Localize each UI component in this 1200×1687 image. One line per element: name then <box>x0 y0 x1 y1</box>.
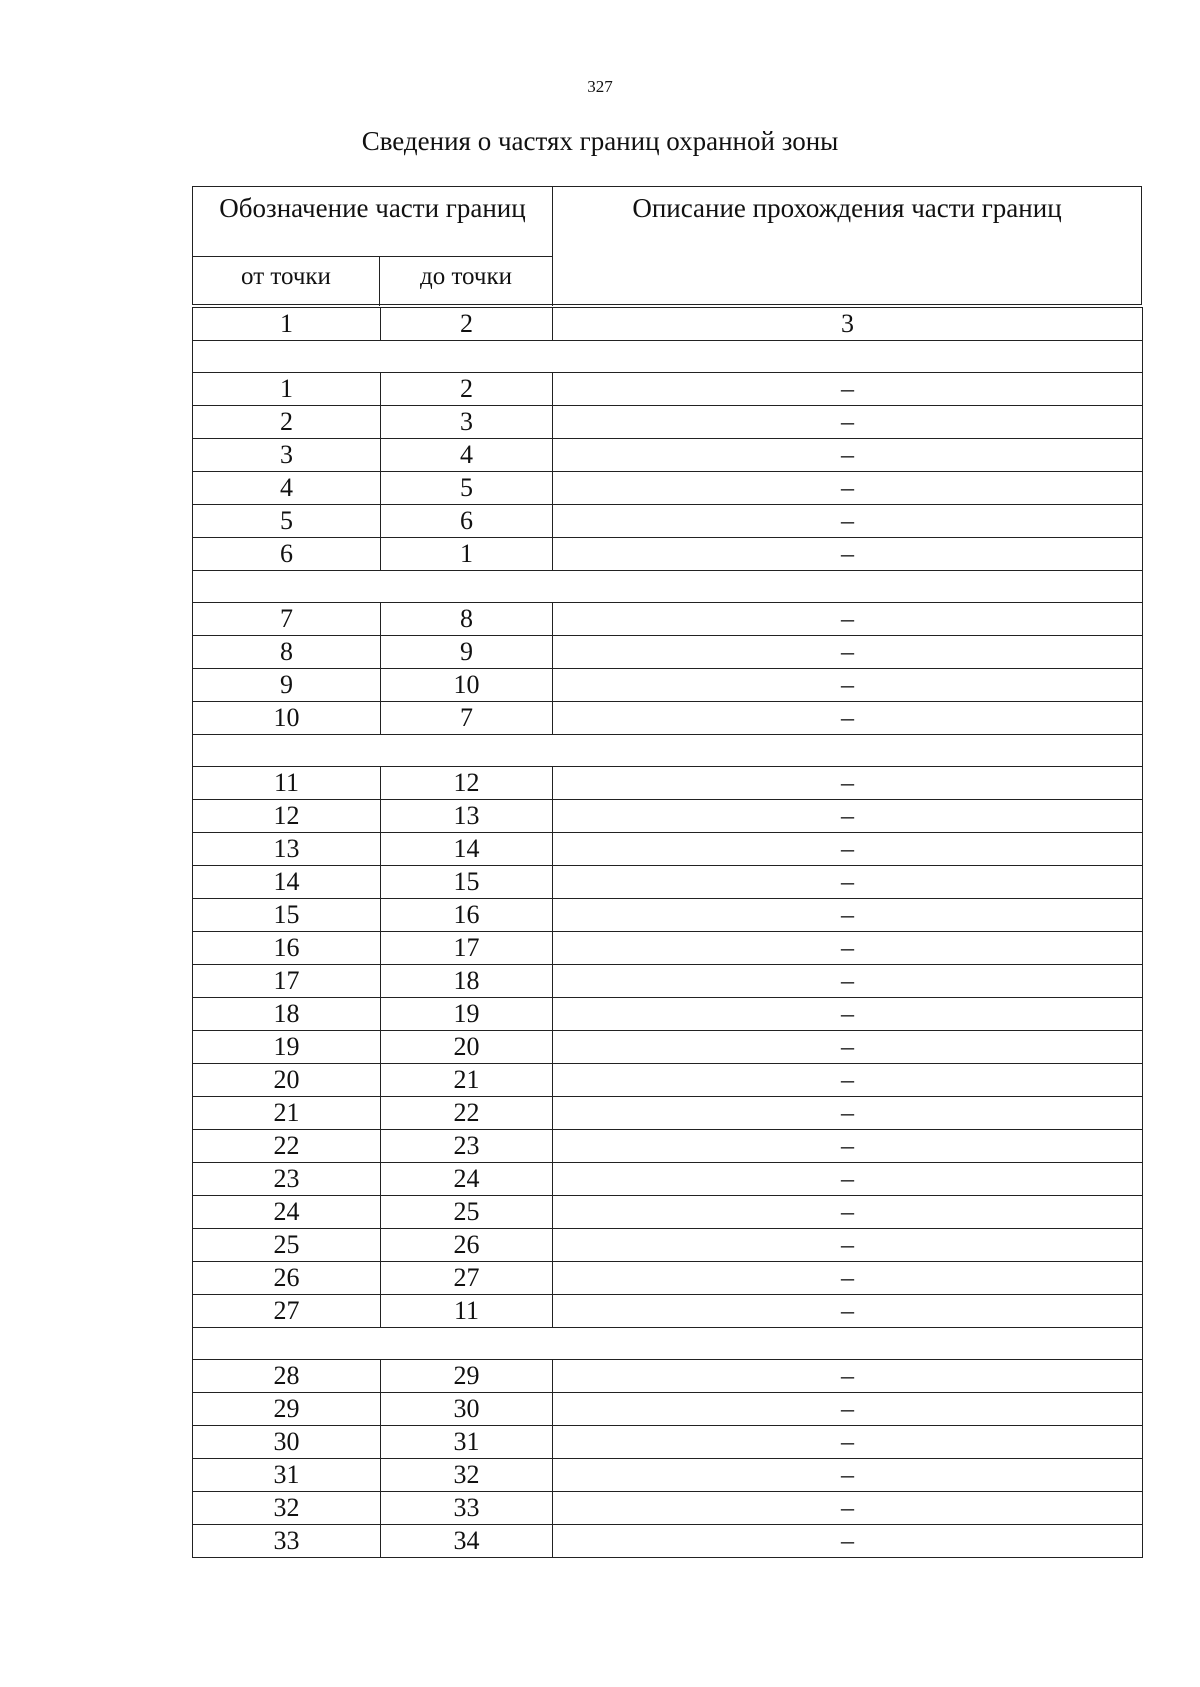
boundary-table <box>192 307 1143 1558</box>
description-cell: – <box>553 1426 1143 1459</box>
to-point-cell: 21 <box>381 1064 553 1097</box>
description-cell: – <box>553 603 1143 636</box>
from-point-cell: 20 <box>193 1064 381 1097</box>
description-cell: – <box>553 373 1143 406</box>
from-point-cell: 29 <box>193 1393 381 1426</box>
to-point-cell: 14 <box>381 833 553 866</box>
table-row <box>193 1393 1143 1426</box>
table-row <box>193 1163 1143 1196</box>
description-cell: – <box>553 1262 1143 1295</box>
to-point-cell: 25 <box>381 1196 553 1229</box>
to-point-cell: 26 <box>381 1229 553 1262</box>
table-row <box>193 833 1143 866</box>
column-number-3: 3 <box>553 308 1143 341</box>
to-point-cell: 12 <box>381 767 553 800</box>
description-cell: – <box>553 702 1143 735</box>
to-point-cell: 6 <box>381 505 553 538</box>
to-point-cell: 15 <box>381 866 553 899</box>
header-to-point: до точки <box>380 257 553 306</box>
from-point-cell: 11 <box>193 767 381 800</box>
to-point-cell: 18 <box>381 965 553 998</box>
group-separator-cell <box>193 1328 1143 1360</box>
to-point-cell: 22 <box>381 1097 553 1130</box>
to-point-cell: 24 <box>381 1163 553 1196</box>
table-row <box>193 1196 1143 1229</box>
from-point-cell: 22 <box>193 1130 381 1163</box>
table-row <box>193 1426 1143 1459</box>
to-point-cell: 32 <box>381 1459 553 1492</box>
to-point-cell: 4 <box>381 439 553 472</box>
description-cell: – <box>553 472 1143 505</box>
from-point-cell: 25 <box>193 1229 381 1262</box>
to-point-cell: 17 <box>381 932 553 965</box>
description-cell: – <box>553 965 1143 998</box>
description-cell: – <box>553 1525 1143 1558</box>
description-cell: – <box>553 636 1143 669</box>
column-number-1: 1 <box>193 308 381 341</box>
from-point-cell: 21 <box>193 1097 381 1130</box>
to-point-cell: 13 <box>381 800 553 833</box>
to-point-cell: 1 <box>381 538 553 571</box>
table-row <box>193 767 1143 800</box>
description-cell: – <box>553 1295 1143 1328</box>
table-row <box>193 1492 1143 1525</box>
from-point-cell: 23 <box>193 1163 381 1196</box>
to-point-cell: 27 <box>381 1262 553 1295</box>
table-row <box>193 669 1143 702</box>
description-cell: – <box>553 1196 1143 1229</box>
table-row <box>193 636 1143 669</box>
description-cell: – <box>553 538 1143 571</box>
to-point-cell: 5 <box>381 472 553 505</box>
table-row <box>193 1064 1143 1097</box>
table-row <box>193 866 1143 899</box>
description-cell: – <box>553 505 1143 538</box>
to-point-cell: 2 <box>381 373 553 406</box>
description-cell: – <box>553 1031 1143 1064</box>
to-point-cell: 29 <box>381 1360 553 1393</box>
description-cell: – <box>553 866 1143 899</box>
table-row <box>193 373 1143 406</box>
description-cell: – <box>553 800 1143 833</box>
description-cell: – <box>553 1459 1143 1492</box>
group-separator-cell <box>193 571 1143 603</box>
description-cell: – <box>553 1163 1143 1196</box>
from-point-cell: 7 <box>193 603 381 636</box>
from-point-cell: 30 <box>193 1426 381 1459</box>
from-point-cell: 18 <box>193 998 381 1031</box>
description-cell: – <box>553 998 1143 1031</box>
to-point-cell: 30 <box>381 1393 553 1426</box>
table-row <box>193 406 1143 439</box>
to-point-cell: 20 <box>381 1031 553 1064</box>
from-point-cell: 33 <box>193 1525 381 1558</box>
to-point-cell: 11 <box>381 1295 553 1328</box>
to-point-cell: 9 <box>381 636 553 669</box>
to-point-cell: 33 <box>381 1492 553 1525</box>
table-row <box>193 1360 1143 1393</box>
from-point-cell: 32 <box>193 1492 381 1525</box>
from-point-cell: 15 <box>193 899 381 932</box>
from-point-cell: 12 <box>193 800 381 833</box>
table-row <box>193 1229 1143 1262</box>
column-number-2: 2 <box>381 308 553 341</box>
group-separator-cell <box>193 735 1143 767</box>
description-cell: – <box>553 1492 1143 1525</box>
table-row <box>193 505 1143 538</box>
from-point-cell: 9 <box>193 669 381 702</box>
from-point-cell: 5 <box>193 505 381 538</box>
table-row <box>193 472 1143 505</box>
to-point-cell: 10 <box>381 669 553 702</box>
from-point-cell: 13 <box>193 833 381 866</box>
description-cell: – <box>553 899 1143 932</box>
table-row <box>193 965 1143 998</box>
to-point-cell: 19 <box>381 998 553 1031</box>
description-cell: – <box>553 767 1143 800</box>
from-point-cell: 14 <box>193 866 381 899</box>
group-separator-row <box>193 735 1143 767</box>
from-point-cell: 31 <box>193 1459 381 1492</box>
page-number: 327 <box>587 77 613 96</box>
group-separator-row <box>193 1328 1143 1360</box>
header-designation: Обозначение части границ <box>193 187 553 257</box>
from-point-cell: 17 <box>193 965 381 998</box>
group-separator-row <box>193 341 1143 373</box>
description-cell: – <box>553 932 1143 965</box>
description-cell: – <box>553 1130 1143 1163</box>
description-cell: – <box>553 406 1143 439</box>
table-row <box>193 1525 1143 1558</box>
table-row <box>193 1130 1143 1163</box>
column-number-row <box>193 308 1143 341</box>
to-point-cell: 34 <box>381 1525 553 1558</box>
from-point-cell: 24 <box>193 1196 381 1229</box>
description-cell: – <box>553 1360 1143 1393</box>
from-point-cell: 26 <box>193 1262 381 1295</box>
table-row <box>193 603 1143 636</box>
to-point-cell: 23 <box>381 1130 553 1163</box>
group-separator-row <box>193 571 1143 603</box>
from-point-cell: 1 <box>193 373 381 406</box>
to-point-cell: 3 <box>381 406 553 439</box>
table-row <box>193 932 1143 965</box>
from-point-cell: 27 <box>193 1295 381 1328</box>
to-point-cell: 8 <box>381 603 553 636</box>
description-cell: – <box>553 669 1143 702</box>
from-point-cell: 16 <box>193 932 381 965</box>
from-point-cell: 4 <box>193 472 381 505</box>
description-cell: – <box>553 1097 1143 1130</box>
from-point-cell: 6 <box>193 538 381 571</box>
document-title: Сведения о частях границ охранной зоны <box>361 126 839 156</box>
table-row <box>193 800 1143 833</box>
to-point-cell: 7 <box>381 702 553 735</box>
description-cell: – <box>553 1229 1143 1262</box>
to-point-cell: 16 <box>381 899 553 932</box>
from-point-cell: 19 <box>193 1031 381 1064</box>
table-row <box>193 1031 1143 1064</box>
table-row <box>193 998 1143 1031</box>
table-row <box>193 899 1143 932</box>
from-point-cell: 8 <box>193 636 381 669</box>
description-cell: – <box>553 439 1143 472</box>
table-row <box>193 702 1143 735</box>
from-point-cell: 2 <box>193 406 381 439</box>
table-row <box>193 1295 1143 1328</box>
description-cell: – <box>553 833 1143 866</box>
table-row <box>193 538 1143 571</box>
from-point-cell: 3 <box>193 439 381 472</box>
header-description: Описание прохождения части границ <box>632 193 1062 223</box>
table-row <box>193 1097 1143 1130</box>
from-point-cell: 28 <box>193 1360 381 1393</box>
group-separator-cell <box>193 341 1143 373</box>
description-cell: – <box>553 1393 1143 1426</box>
table-row <box>193 1459 1143 1492</box>
to-point-cell: 31 <box>381 1426 553 1459</box>
from-point-cell: 10 <box>193 702 381 735</box>
header-from-point: от точки <box>193 257 380 306</box>
table-row <box>193 439 1143 472</box>
table-row <box>193 1262 1143 1295</box>
table-header <box>192 186 1142 305</box>
description-cell: – <box>553 1064 1143 1097</box>
